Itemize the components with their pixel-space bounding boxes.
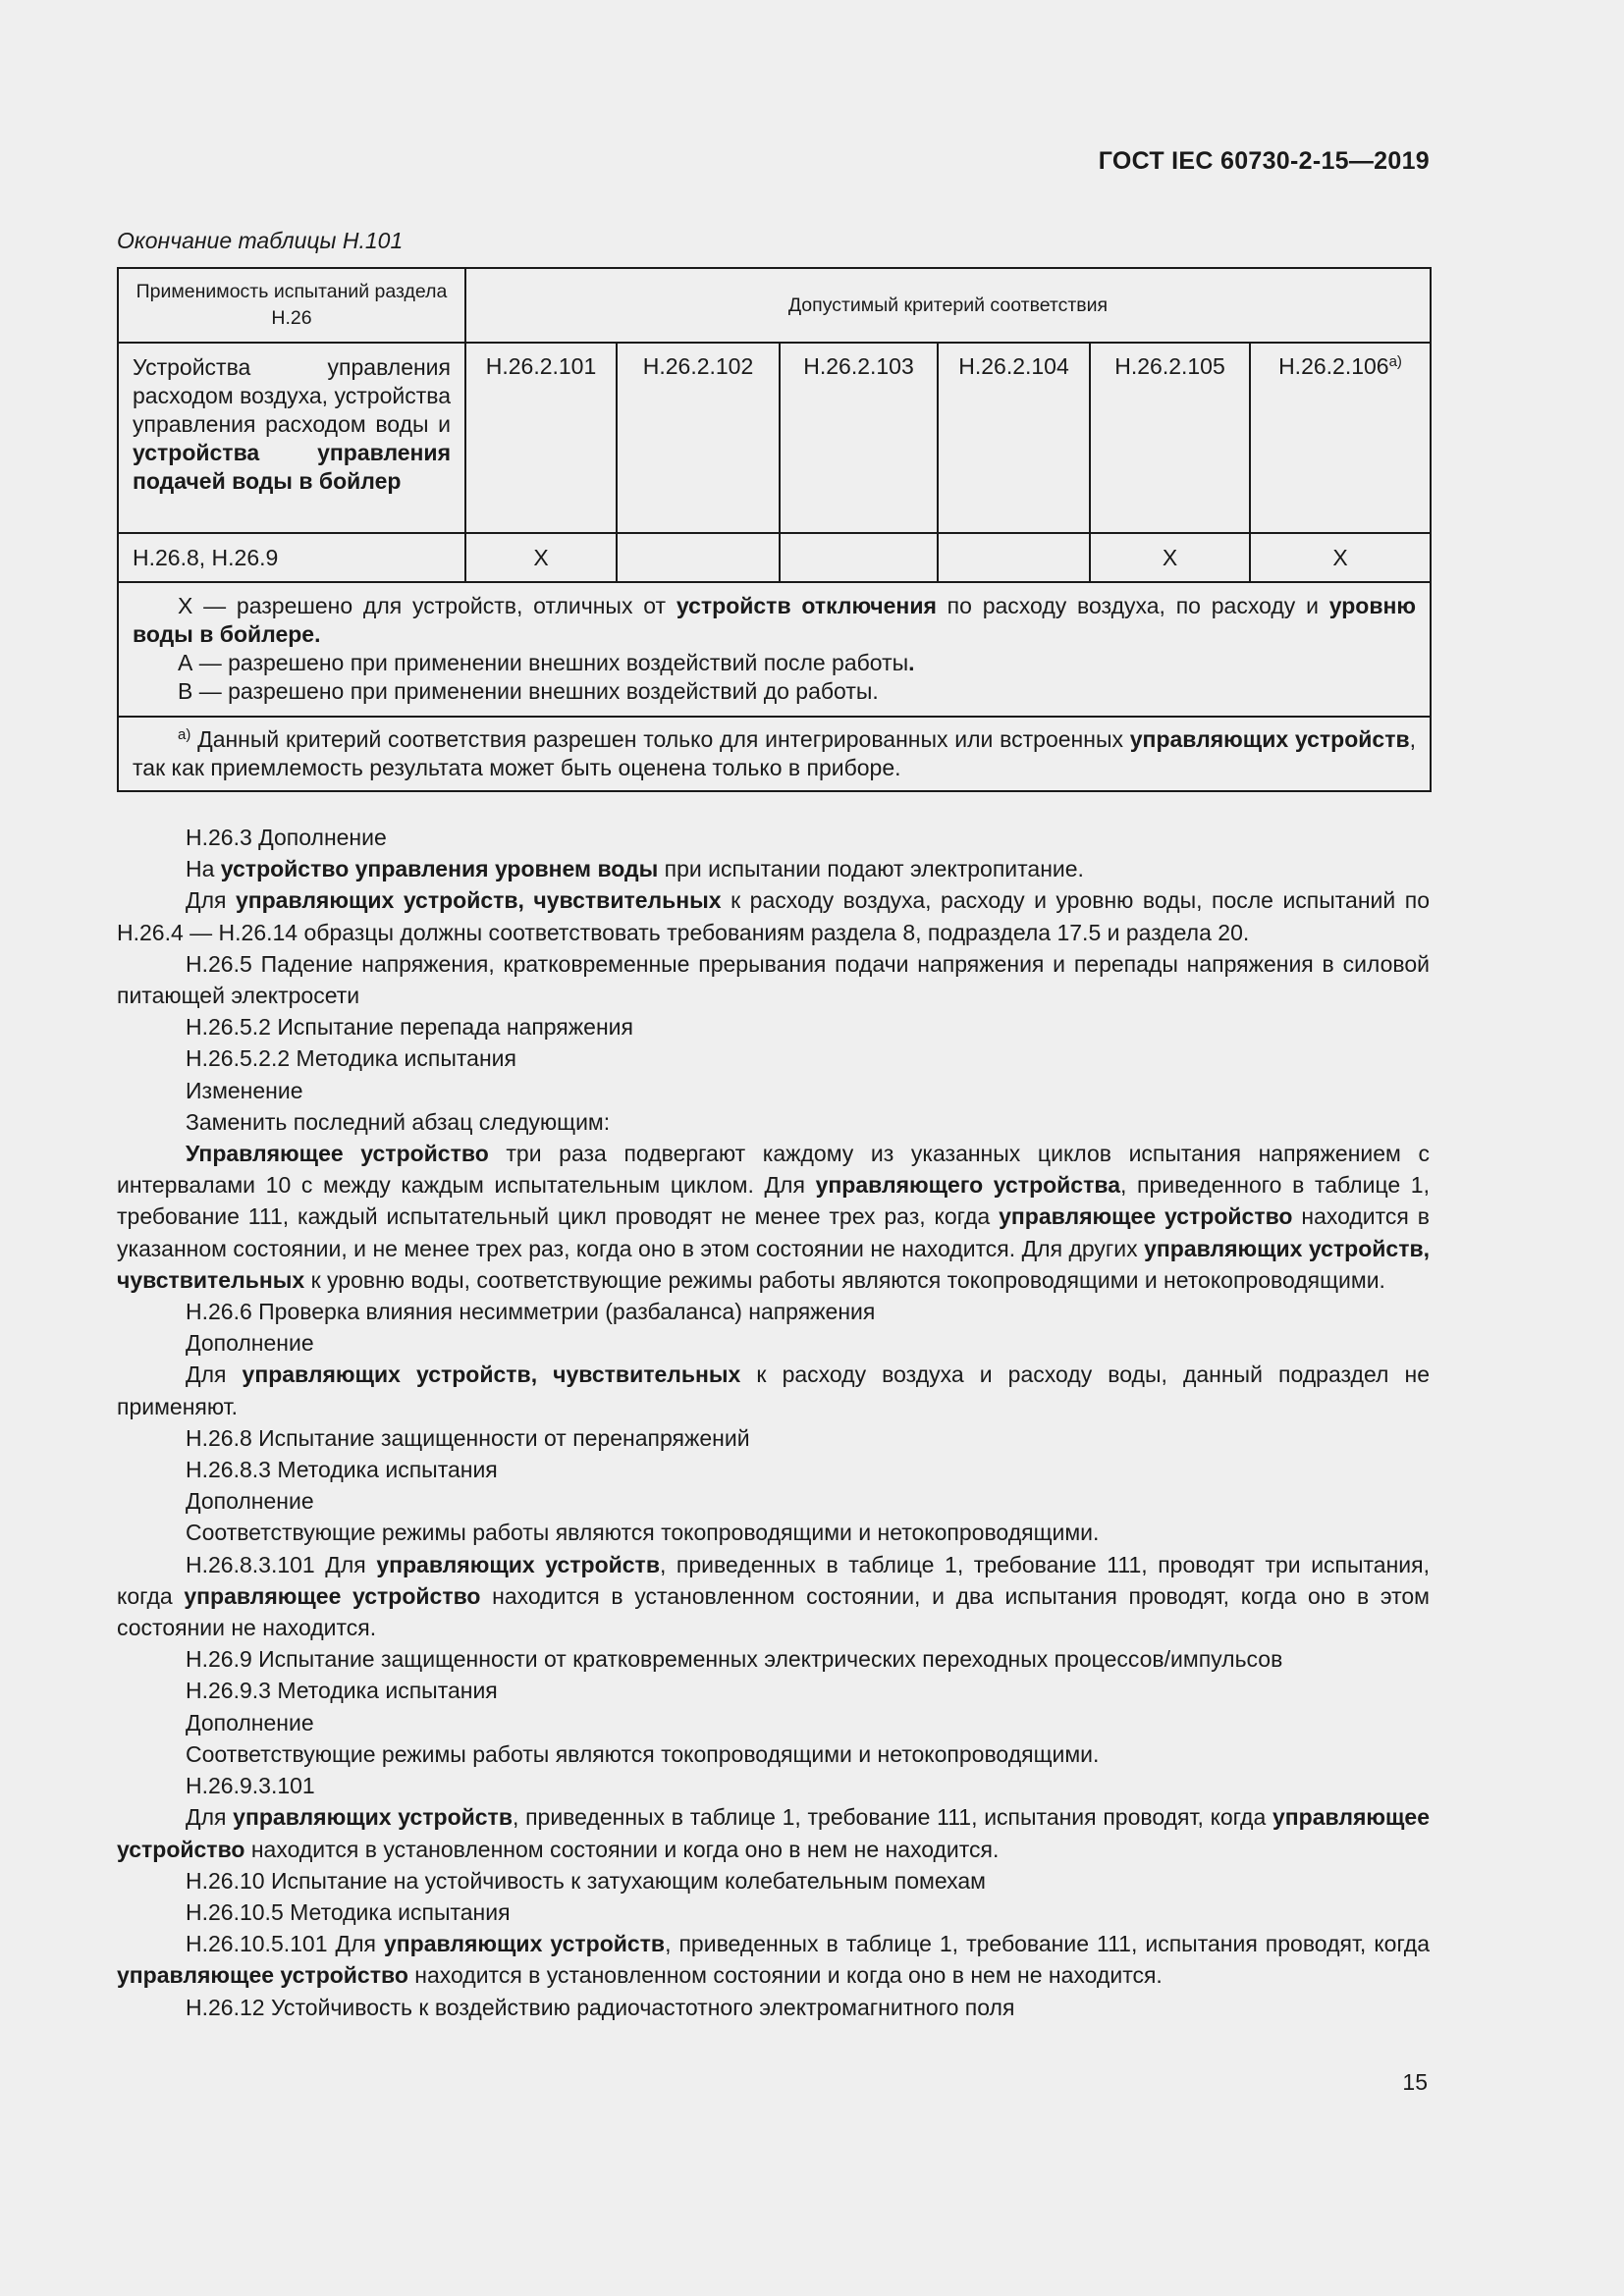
header-applicability: Применимость испытаний раздела Н.26	[118, 268, 465, 343]
note-a: А — разрешено при применении внешних воздействий после работы.	[178, 650, 915, 675]
paragraph: Н.26.5.2 Испытание перепада напряжения	[186, 1014, 633, 1041]
paragraph: Н.26.3 Дополнение	[186, 825, 387, 850]
table-criteria-row	[118, 343, 1431, 533]
paragraph: Изменение	[186, 1077, 303, 1103]
paragraph: Соответствующие режимы работы являются токопроводящими и нетокопроводящими.	[186, 1520, 1100, 1546]
table-footnote: $^{а)}$ Данный критерий соответствия разрешен только для интегрированных или встроенных управляющих устройств, так как приемлемость результата может быть оценена только в приборе.	[118, 717, 1431, 791]
paragraph: Для управляющих устройств, чувствительных к расходу воздуха и расходу воды, данный подраздел не применяют.	[117, 1362, 1430, 1419]
table-footnote-row	[118, 717, 1431, 791]
table-caption: Окончание таблицы Н.101	[117, 228, 404, 253]
table-marks-row	[118, 533, 1431, 582]
paragraph: Н.26.12 Устойчивость к воздействию радиочастотного электромагнитного поля	[186, 1994, 1015, 2020]
paragraph: Заменить последний абзац следующим:	[186, 1108, 611, 1135]
paragraph: Н.26.8.3.101 Для управляющих устройств, приведенных в таблице 1, требование 111, проводят три испытания, когда управляющее устройство находится в установленном состоянии, и два испытания проводят, когда оно в этом состоянии не находится.	[117, 1551, 1430, 1641]
criteria-table	[117, 267, 1432, 792]
mark-cell: X	[1250, 533, 1431, 582]
paragraph: Н.26.9.3.101	[186, 1773, 315, 1799]
paragraph: Н.26.10 Испытание на устойчивость к затухающим колебательным помехам	[186, 1867, 986, 1894]
device-types-cell: Устройства управления расходом воздуха, устройства управления расходом воды и устройства управления подачей воды в бойлер	[118, 343, 465, 533]
mark-cell: X	[465, 533, 617, 582]
criterion-cell: Н.26.2.101	[465, 343, 617, 533]
paragraph: Н.26.8 Испытание защищенности от перенапряжений	[186, 1424, 750, 1451]
paragraph: Н.26.9 Испытание защищенности от кратковременных электрических переходных процессов/импульсов	[186, 1646, 1283, 1673]
footnote-marker: а)	[1388, 353, 1402, 370]
criterion-cell: Н.26.2.104	[938, 343, 1090, 533]
header-criteria: Допустимый критерий соответствия	[465, 268, 1431, 343]
paragraph: Управляющее устройство три раза подвергают каждому из указанных циклов испытания напряжением с интервалами 10 с между каждым испытательным циклом. Для управляющего устройства, приведенного в таблице 1, требование 111, каждый испытательный цикл проводят не менее трех раз, когда управляющее устройство находится в указанном состоянии, и не менее трех раз, когда оно в этом состоянии не находится. Для других управляющих устройств, чувствительных к уровню воды, соответствующие режимы работы являются токопроводящими и нетокопроводящими.	[117, 1141, 1430, 1293]
row-label: Н.26.8, Н.26.9	[118, 533, 465, 582]
body-text	[117, 822, 1430, 2023]
table-notes-row	[118, 582, 1431, 717]
mark-cell	[780, 533, 938, 582]
page-number: 15	[1402, 2069, 1428, 2095]
paragraph: Для управляющих устройств, чувствительных к расходу воздуха, расходу и уровню воды, после испытаний по Н.26.4 — Н.26.14 образцы должны соответствовать требованиям раздела 8, подраздела 17.5 и раздела 20.	[117, 887, 1430, 945]
criterion-cell: Н.26.2.103	[780, 343, 938, 533]
paragraph: Н.26.9.3 Методика испытания	[186, 1678, 498, 1704]
criterion-cell: Н.26.2.102	[617, 343, 780, 533]
paragraph: Соответствующие режимы работы являются токопроводящими и нетокопроводящими.	[186, 1740, 1100, 1767]
table-header-row	[118, 268, 1431, 343]
mark-cell	[938, 533, 1090, 582]
paragraph: Н.26.5 Падение напряжения, кратковременные прерывания подачи напряжения и перепады напряжения в силовой питающей электросети	[117, 950, 1430, 1009]
note-x: X — разрешено для устройств, отличных от устройств отключения по расходу воздуха, по расходу и уровню воды в бойлере.	[133, 593, 1417, 647]
paragraph: Дополнение	[186, 1488, 314, 1515]
criterion-cell: Н.26.2.105	[1090, 343, 1250, 533]
paragraph: Для управляющих устройств, приведенных в таблице 1, требование 111, испытания проводят, когда управляющее устройство находится в установленном состоянии и когда оно в нем не находится.	[117, 1804, 1431, 1862]
table-notes	[118, 582, 1431, 717]
paragraph: Н.26.8.3 Методика испытания	[186, 1457, 498, 1483]
mark-cell	[617, 533, 780, 582]
paragraph: Н.26.6 Проверка влияния несимметрии (разбаланса) напряжения	[186, 1299, 876, 1325]
paragraph: Дополнение	[186, 1330, 314, 1357]
note-b: В — разрешено при применении внешних воздействий до работы.	[178, 678, 879, 704]
paragraph: Н.26.10.5.101 Для управляющих устройств, приведенных в таблице 1, требование 111, испытания проводят, когда управляющее устройство находится в установленном состоянии и когда оно в нем не находится.	[117, 1931, 1431, 1989]
criterion-cell: $Н.26.2.106^{а)}$	[1250, 343, 1431, 533]
document-code: ГОСТ IEC 60730-2-15—2019	[1098, 147, 1430, 175]
mark-cell: X	[1090, 533, 1250, 582]
paragraph: Н.26.10.5 Методика испытания	[186, 1898, 511, 1925]
paragraph: Н.26.5.2.2 Методика испытания	[186, 1045, 516, 1072]
paragraph: На устройство управления уровнем воды при испытании подают электропитание.	[186, 856, 1084, 882]
paragraph: Дополнение	[186, 1709, 314, 1735]
